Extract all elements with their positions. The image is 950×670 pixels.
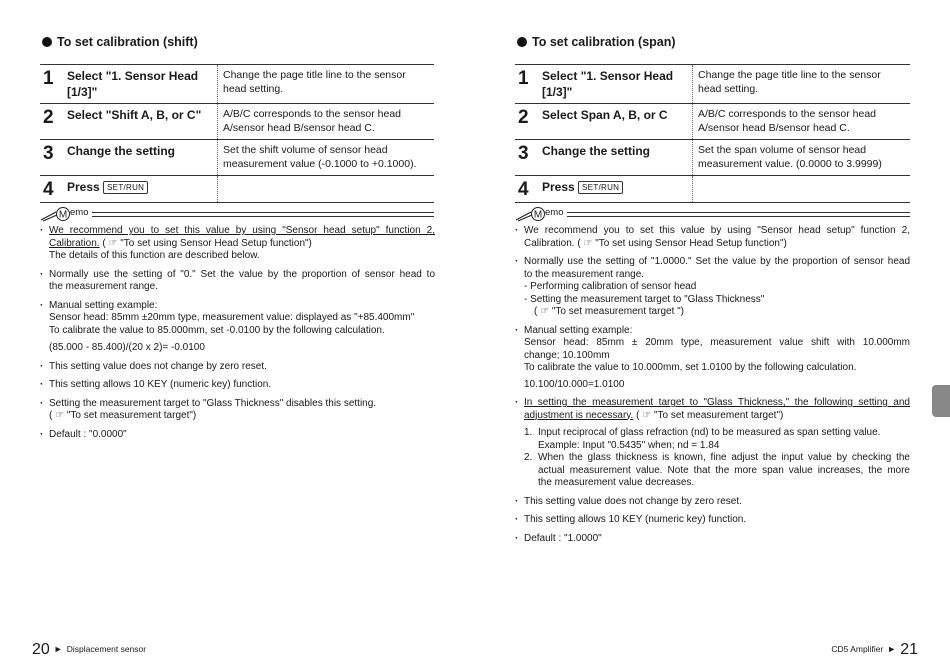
memo-double-rule: [92, 212, 434, 217]
section-title-span: To set calibration (span): [517, 35, 676, 49]
steps-table-shift: [40, 64, 434, 203]
step-number: 3: [515, 140, 542, 176]
step-description: [693, 176, 911, 203]
step-title: Press SET/RUN: [542, 176, 693, 203]
svg-text:M: M: [533, 209, 543, 221]
step-row: [515, 104, 910, 140]
memo-header: [40, 206, 434, 222]
step-row: [40, 65, 434, 104]
memo-label: emo: [545, 207, 564, 218]
sub-step: 2. When the glass thickness is known, fine adjust the input value by checking the actual measurement value. Note that the more span value increases, the more the measurement value decreases.: [524, 452, 910, 488]
list-item: · This setting allows 10 KEY (numeric key) function.: [40, 379, 435, 392]
step-description: [218, 176, 435, 203]
memo-pencil-icon: [40, 206, 70, 222]
step-title: Press SET/RUN: [67, 176, 218, 203]
step-number: 4: [515, 176, 542, 203]
list-item: · Setting the measurement target to "Glass Thickness" disables this setting. ( ☞ "To set measurement target"): [40, 398, 435, 423]
step-description: Set the span volume of sensor head measurement value. (0.0000 to 3.9999): [693, 140, 911, 176]
step-number: 2: [515, 104, 542, 140]
section-title-shift: To set calibration (shift): [42, 35, 198, 49]
step-title: Change the setting: [542, 140, 693, 176]
step-number: 2: [40, 104, 67, 140]
memo-pencil-icon: [515, 206, 545, 222]
step-title: Change the setting: [67, 140, 218, 176]
memo-list-span: [515, 225, 910, 551]
step-description: Change the page title line to the sensor head setting.: [218, 65, 435, 104]
step-description: A/B/C corresponds to the sensor head A/sensor head B/sensor head C.: [218, 104, 435, 140]
list-item: · Default : "1.0000": [515, 533, 910, 546]
step-title: Select "1. Sensor Head [1/3]": [542, 65, 693, 104]
list-item: · We recommend you to set this value by using "Sensor head setup" function 2, Calibration. ( ☞ "To set using Sensor Head Setup function"): [515, 225, 910, 250]
sub-step: 1. Input reciprocal of glass refraction (nd) to be measured as span setting value. Example: Input "0.5435" when; nd = 1.84: [524, 427, 881, 451]
list-item: · We recommend you to set this value by using "Sensor head setup" function 2, Calibration. ( ☞ "To set using Sensor Head Setup function") The details of this function are described below.: [40, 225, 435, 263]
right-page: [475, 0, 950, 670]
list-item: · Manual setting example: Sensor head: 85mm ± 20mm type, measurement value shift with 10.000mm change; 10.100mm To calibrate the value to 10.000mm, set 1.0100 by the following calculation. 10.100/10.000=1.0100: [515, 325, 910, 392]
side-tab-marker: [932, 385, 950, 417]
step-title: Select "1. Sensor Head [1/3]": [67, 65, 218, 104]
triangle-right-icon: ►: [53, 644, 63, 654]
svg-text:M: M: [58, 209, 68, 221]
step-number: 4: [40, 176, 67, 203]
list-item: · In setting the measurement target to "Glass Thickness," the following setting and adjustment is necessary. ( ☞ "To set measurement target") 1. Input reciprocal of glass refraction (nd) to be measured as span setting value. Example: Input "0.5435" when; nd = 1.84 2. When the glass thickness is known, fine adjust the input value by checking the actual measurement value. Note that the more span value increases, the more the measurement value decreases.: [515, 397, 910, 490]
set-run-key: SET/RUN: [578, 181, 623, 194]
step-number: 3: [40, 140, 67, 176]
list-item: · Manual setting example: Sensor head: 85mm ±20mm type, measurement value: displayed as "+85.400mm" To calibrate the value to 85.000mm, set -0.0100 by the following calculation. (85.000 - 85.400)/(20 x 2)= -0.0100: [40, 300, 435, 355]
step-title: Select Span A, B, or C: [542, 104, 693, 140]
step-row: [515, 140, 910, 176]
bullet-dot-icon: [517, 37, 527, 47]
triangle-right-icon: ►: [887, 644, 897, 654]
step-number: 1: [515, 65, 542, 104]
footer-right: CD5 Amplifier ► 21: [831, 641, 918, 658]
bullet-dot-icon: [42, 37, 52, 47]
footer-left: 20 ► Displacement sensor: [32, 641, 147, 658]
memo-double-rule: [567, 212, 910, 217]
step-row: [40, 140, 434, 176]
list-item: · Normally use the setting of "0." Set the value by the proportion of sensor head to the measurement range.: [40, 269, 435, 294]
step-number: 1: [40, 65, 67, 104]
list-item: · Normally use the setting of "1.0000." Set the value by the proportion of sensor head to the measurement range. - Performing calibration of sensor head - Setting the measurement target to "Glass Thickness" ( ☞ "To set measurement target "): [515, 256, 910, 319]
steps-table-span: [515, 64, 910, 203]
step-description: Change the page title line to the sensor head setting.: [693, 65, 911, 104]
list-item: · This setting value does not change by zero reset.: [40, 361, 435, 374]
step-description: Set the shift volume of sensor head measurement value (-0.1000 to +0.1000).: [218, 140, 435, 176]
set-run-key: SET/RUN: [103, 181, 148, 194]
step-row: [40, 104, 434, 140]
page-number: 20: [32, 641, 50, 658]
step-row: [40, 176, 434, 203]
step-title: Select "Shift A, B, or C": [67, 104, 218, 140]
memo-list-shift: [40, 225, 435, 447]
list-item: · This setting value does not change by zero reset.: [515, 496, 910, 509]
list-item: · Default : "0.0000": [40, 429, 435, 442]
page-number: 21: [900, 641, 918, 658]
step-row: [515, 176, 910, 203]
step-row: [515, 65, 910, 104]
step-description: A/B/C corresponds to the sensor head A/sensor head B/sensor head C.: [693, 104, 911, 140]
list-item: · This setting allows 10 KEY (numeric key) function.: [515, 514, 910, 527]
memo-header: [515, 206, 910, 222]
memo-label: emo: [70, 207, 89, 218]
